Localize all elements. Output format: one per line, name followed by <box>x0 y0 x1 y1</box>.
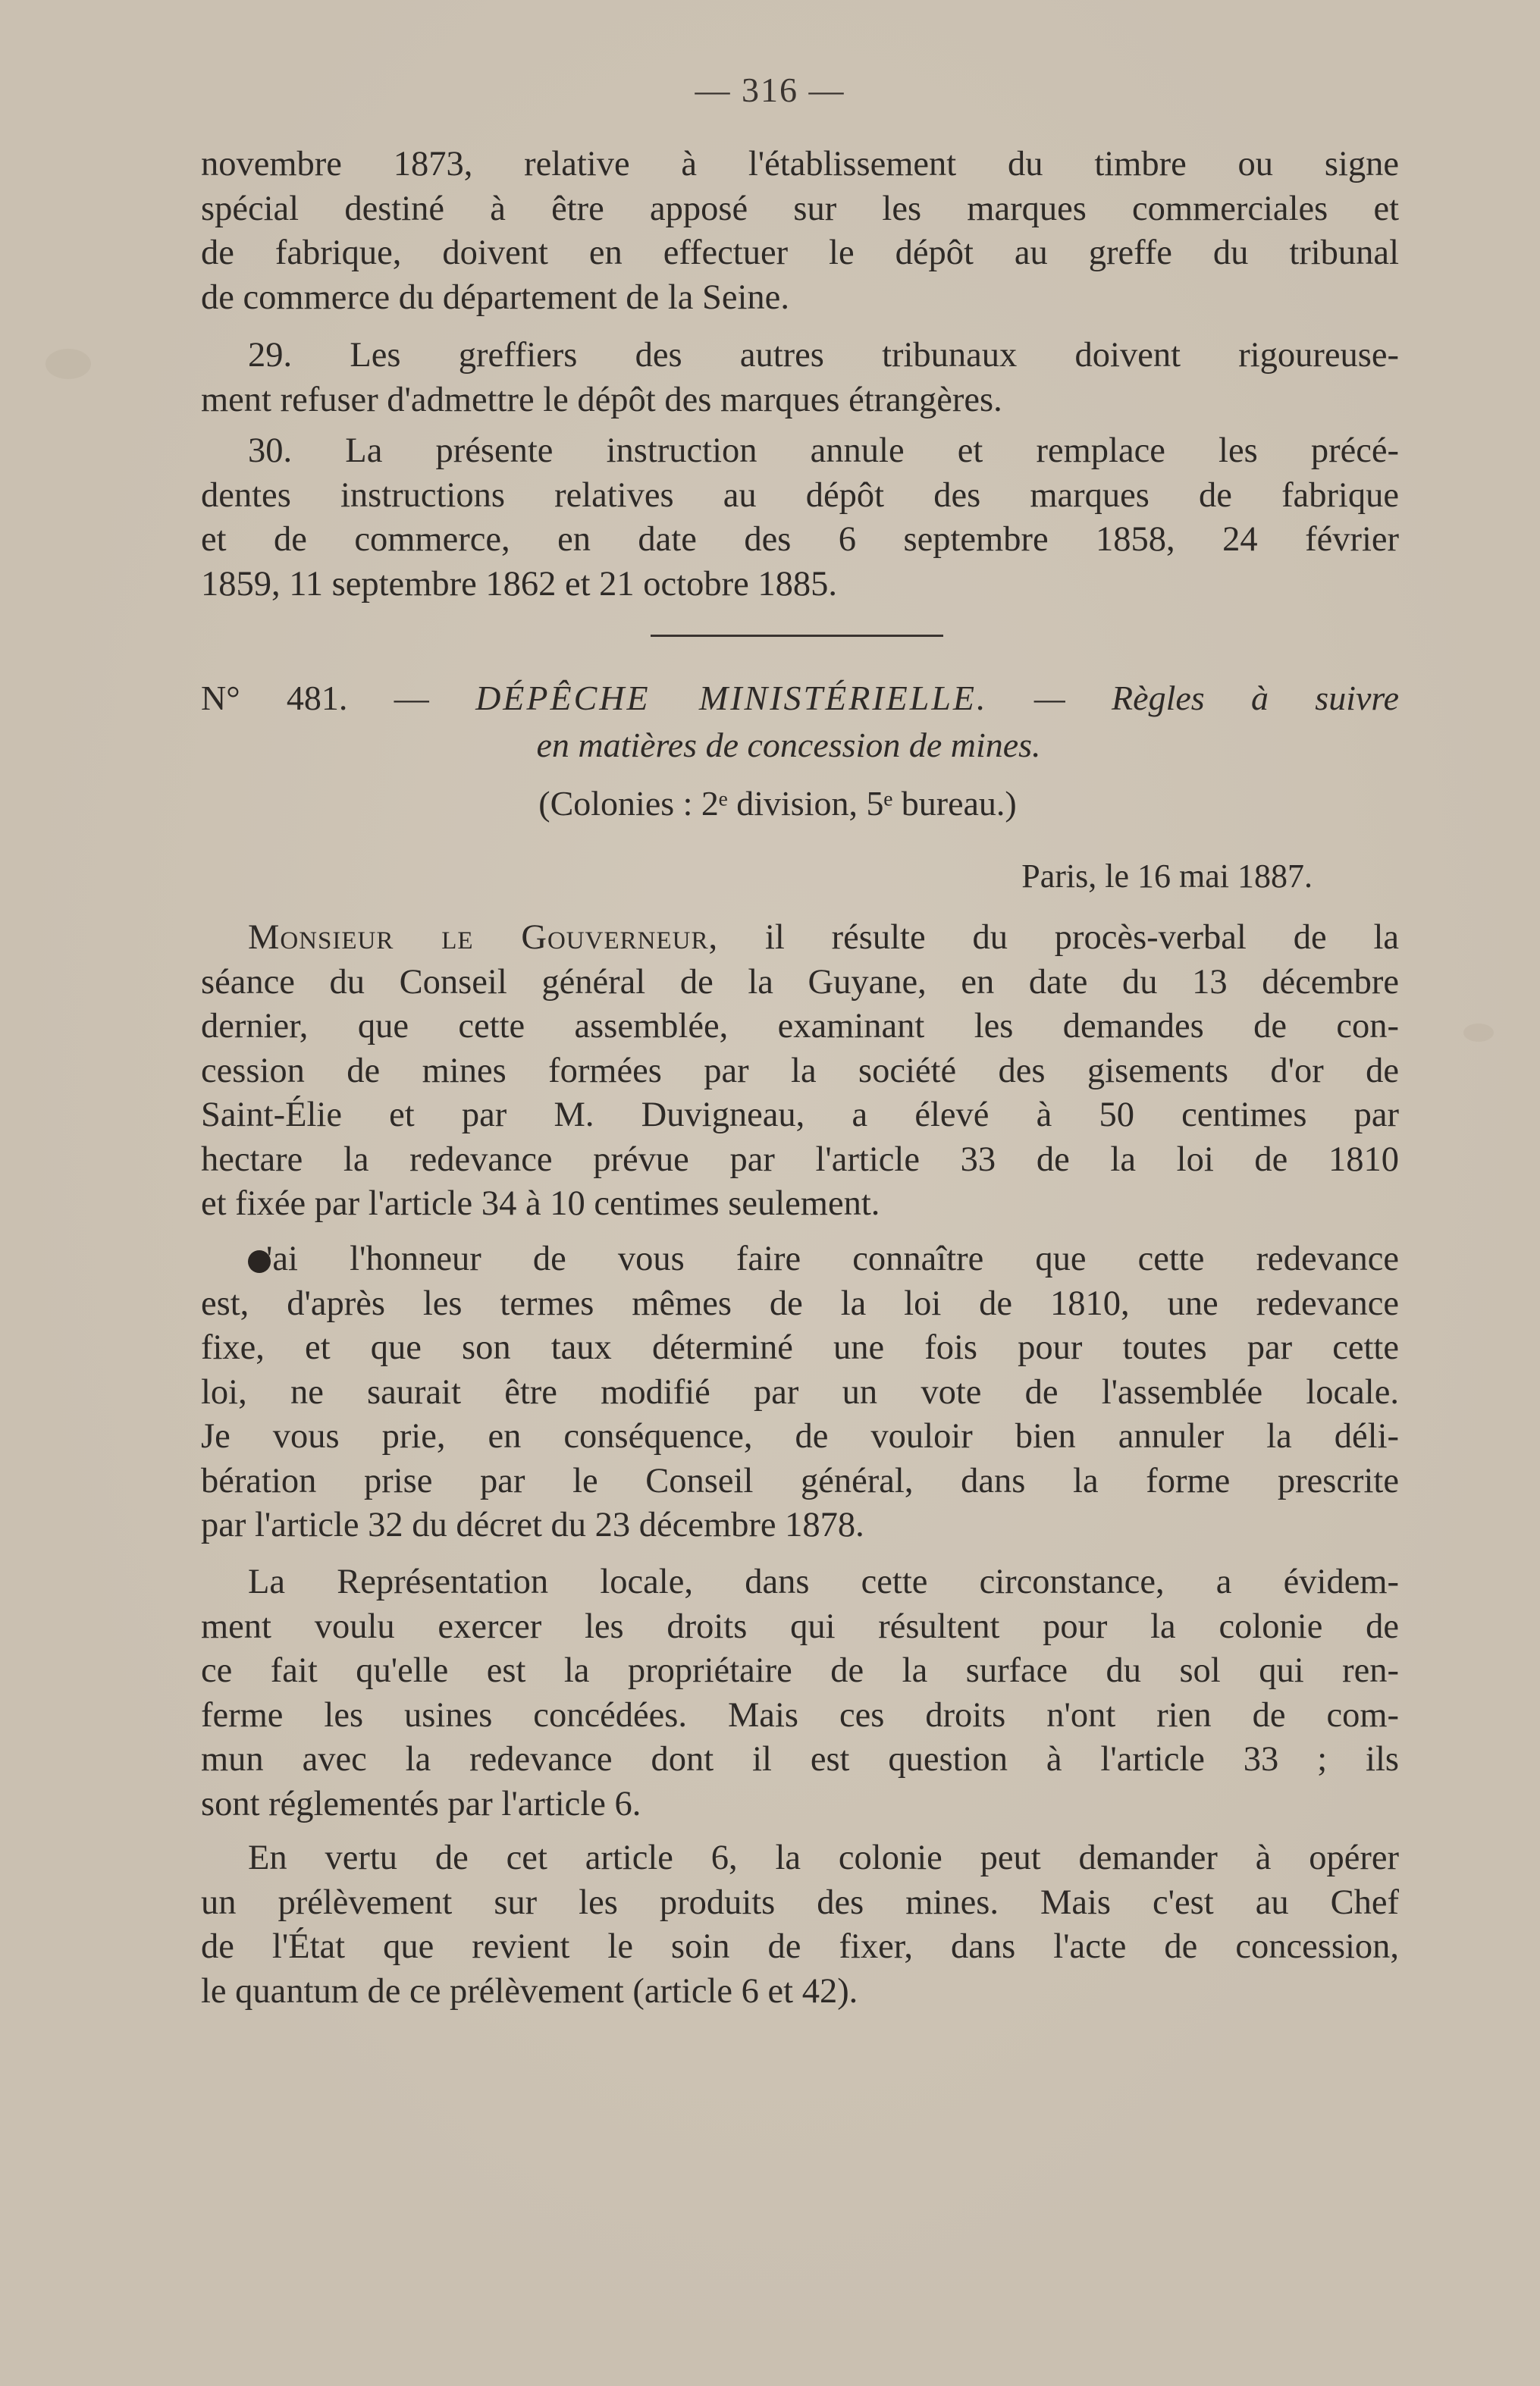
text-line: le quantum de ce prélèvement (article 6 et 42). <box>201 1971 858 2011</box>
letter-paragraph-4 <box>201 1836 1399 2014</box>
salutation-continuation: il résulte du procès-verbal de la <box>764 918 1399 957</box>
paper-stain <box>1463 1024 1494 1042</box>
text-line: ment refuser d'admettre le dépôt des marques étrangères. <box>201 380 1002 419</box>
text-line: ment voulu exercer les droits qui résultent pour la colonie de <box>201 1607 1399 1646</box>
letter-paragraph-1 <box>201 916 1399 1227</box>
article-30 <box>201 429 1399 607</box>
document-heading <box>201 675 1399 769</box>
text-line: sont réglementés par l'article 6. <box>201 1784 641 1823</box>
text-line: et fixée par l'article 34 à 10 centimes seulement. <box>201 1184 880 1223</box>
text-line: Saint-Élie et par M. Duvigneau, a élevé à 50 centimes par <box>201 1096 1399 1134</box>
text-line: loi, ne saurait être modifié par un vote de l'assemblée locale. <box>201 1372 1399 1412</box>
text-line: est, d'après les termes mêmes de la loi de 1810, une redevance <box>201 1284 1399 1323</box>
letter-paragraph-3 <box>201 1560 1399 1826</box>
text-line: de fabrique, doivent en effectuer le dépôt au greffe du tribunal <box>201 234 1399 272</box>
document-title: DÉPÊCHE MINISTÉRIELLE. <box>475 679 988 717</box>
paragraph-continuation <box>201 143 1399 320</box>
text-line: spécial destiné à être apposé sur les marques commerciales et <box>201 189 1399 228</box>
text-line: de l'État que revient le soin de fixer, dans l'acte de concession, <box>201 1927 1399 1966</box>
department-line: (Colonies : 2ᵉ division, 5ᵉ bureau.) <box>538 784 1017 823</box>
heading-line <box>201 675 1399 722</box>
text-line: Je vous prie, en conséquence, de vouloir bien annuler la déli- <box>201 1417 1399 1456</box>
text-fragment: 'ai l'honneur de vous faire connaître que cette redevance <box>266 1240 1399 1278</box>
letter-paragraph-2 <box>201 1237 1399 1548</box>
text-line: En vertu de cet article 6, la colonie peut demander à opérer <box>248 1839 1399 1877</box>
text-line: 29. Les greffiers des autres tribunaux doivent rigoureuse- <box>248 336 1399 375</box>
section-divider <box>651 635 943 637</box>
text-line: novembre 1873, relative à l'établissement du timbre ou signe <box>201 145 1399 183</box>
text-line <box>201 916 1399 961</box>
dateline: Paris, le 16 mai 1887. <box>1021 858 1313 895</box>
salutation: Monsieur le Gouverneur, <box>248 918 719 957</box>
text-line: cession de mines formées par la société des gisements d'or de <box>201 1051 1399 1090</box>
article-29 <box>201 334 1399 422</box>
text-line: ferme les usines concédées. Mais ces droits n'ont rien de com- <box>201 1695 1399 1735</box>
text-line: 1859, 11 septembre 1862 et 21 octobre 1885. <box>201 564 837 604</box>
text-line: mun avec la redevance dont il est question à l'article 33 ; ils <box>201 1740 1399 1779</box>
document-number: N° 481. — <box>201 679 429 717</box>
text-line: ce fait qu'elle est la propriétaire de la surface du sol qui ren- <box>201 1651 1399 1690</box>
text-line: bération prise par le Conseil général, dans la forme prescrite <box>201 1461 1399 1500</box>
text-line: La Représentation locale, dans cette circonstance, a évidem- <box>248 1563 1399 1601</box>
text-line: hectare la redevance prévue par l'article 33 de la loi de 1810 <box>201 1140 1399 1179</box>
paper-stain <box>45 349 91 379</box>
page-number: — 316 — <box>695 71 845 109</box>
text-line: et de commerce, en date des 6 septembre 1858, 24 février <box>201 520 1399 559</box>
text-line: de commerce du département de la Seine. <box>201 277 789 317</box>
text-line: fixe, et que son taux déterminé une fois pour toutes par cette <box>201 1328 1399 1367</box>
text-line <box>201 1237 1399 1282</box>
document-subtitle-continued: en matières de concession de mines. <box>536 726 1041 764</box>
document-subtitle: — Règles à suivre <box>1033 679 1400 717</box>
text-line: un prélèvement sur les produits des mines. Mais c'est au Chef <box>201 1883 1399 1922</box>
text-line: séance du Conseil général de la Guyane, en date du 13 décembre <box>201 962 1399 1002</box>
text-line: 30. La présente instruction annule et remplace les précé- <box>248 431 1399 470</box>
text-line: dentes instructions relatives au dépôt des marques de fabrique <box>201 475 1399 515</box>
text-line: dernier, que cette assemblée, examinant les demandes de con- <box>201 1007 1399 1046</box>
text-line: par l'article 32 du décret du 23 décembre 1878. <box>201 1506 864 1544</box>
